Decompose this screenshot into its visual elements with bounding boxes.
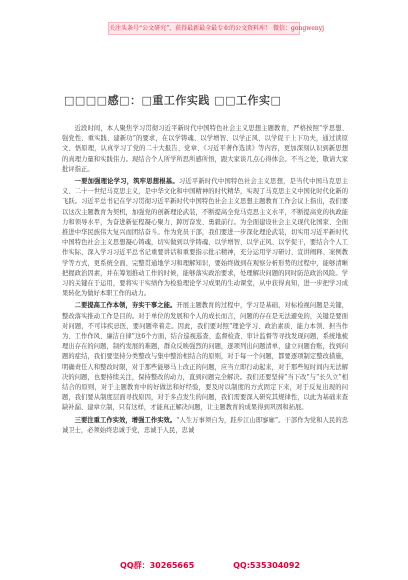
paragraph-text: “人生万事须自为，跬步江山即寥廓”。干部作为党和人民的忠诚卫士，必须始终忠诚于党，忠诚于人民，忠诚 [62,416,348,434]
paragraph-section-1 [62,177,348,299]
paragraph-intro [62,124,348,175]
paragraph-section-3 [62,416,348,436]
qq-contact-label: QQ:535304092 [233,561,300,570]
promo-banner[interactable]: 关注头条号“公文研究”，获得最新最全最专业的公文资料库！ 微信：gongwenyj [108,22,300,35]
section-heading: 三要注重工作实效，增强工作实效。 [74,416,177,424]
document-title: □□□□感□：□重工作实践 □□工作实□ [64,94,282,107]
paragraph-text: 习近平新时代中国特色社会主义思想，是当代中国马克思主义、二十一世纪马克思主义，是中华文化和中国精神的时代精华，实现了马克思主义中国化时代化新的飞跃。习近平总书记在学习贯彻习近平新时代中国特色社会主义思想主题教育工作会议上指出，我们要以这次主题教育为契机，加强党的创新理论武装，不断提高全党马克思主义水平，不断提高党的执政能力和领导水平，为奋进新征程凝心聚力、踔厉奋发、勇毅前行。为全面建设社会主义现代化国家、全面推进中华民族伟大复兴而团结奋斗。作为党员干部，我们要进一步深化理论武装，切实用习近平新时代中国特色社会主义思想凝心铸魂，切实做到以学铸魂、以学增智、以学正风、以学促干，要结合个人工作实际，深入学习习近平总书记重要讲话和重要指示批示精神，充分运用学习研讨、宣讲阐释、案例教学等方式，更系统全面、完整贯通地学习和理解知识，要始终做到在观察分析形势的过程中，能够清晰把握政治因素，并在筹划推动工作的时候，能够落实政治要求，处理解决问题的同时防范政治风险。学习的关键在于运用，要将实干实绩作为检验理论学习成果的生动课堂，从中获得真知，进一步把学习成果转化为做好本职工作的动力。 [62,178,349,298]
section-heading: 二要提高工作本领，夯实干事之能。 [74,302,177,310]
document-body [62,124,348,552]
paragraph-section-2 [62,301,348,413]
qq-group-label: QQ群：30265665 [120,561,195,570]
contact-footer [120,560,300,572]
section-heading: 一要加强理论学习，筑牢思想根基。 [74,178,179,186]
paragraph-text: 近段时间，本人聚焦学习贯彻习近平新时代中国特色社会主义思想主题教育，严格按照“学思想、强党性、重实践、建新功”的要求，在以学铸魂、以学增智、以学正风、以学促干上下功夫，通过读原文、悟原理，认真学习了党的二十大报告、党章、《习近平著作选读》等内容，更加深刻认识到新思想的真理力量和实践伟力。现结合个人所学所思所感所悟，跟大家谈几点心得体会。不当之处，敬请大家批评指正。 [62,125,348,173]
paragraph-text: 开展主题教育的过程中，学习是基础，对标检视问题是关键，整改落实推动工作是目的。对于单位的发展和个人的成长而言，问题的存在是无法避免的，关键是要面对问题，不可讳疾忌医，要问题牵着走。因此，我们要对照“理论学习、政治素质、能力本领、担当作为、工作作风、廉洁自律”这6个方面，结合巡视巡查、监督检查、审计监督等寻找发现问题，系统地梳理出存在的问题，制约发展的难题，群众反映强烈的问题，逐项列出问题清单，建立问题台账，找到问题的症结，我们要坚持分类整改与集中整治相结合的原则，对于每一个问题，都要逐项制定整改措施，明确责任人和整改时限，对于那些能够马上改正的问题，应当立即行动起来，对于那些短时间内无法解决的问题，也要持续关注，保持整改的动力，直到问题完全解决。我们还要坚持“当下改”与“长久立”相结合的原则，对于主题教育中的好做法和好经验，要及时以制度的方式固定下来，对于反复出现的问题，我们要从制度层面寻找原因，对于多点发生的问题，我们需要深入研究其规律性，以此为基础来查缺补漏、建章立制，只有这样，才能真正解决问题，让主题教育的成果得到巩固和拓展。 [62,302,349,412]
